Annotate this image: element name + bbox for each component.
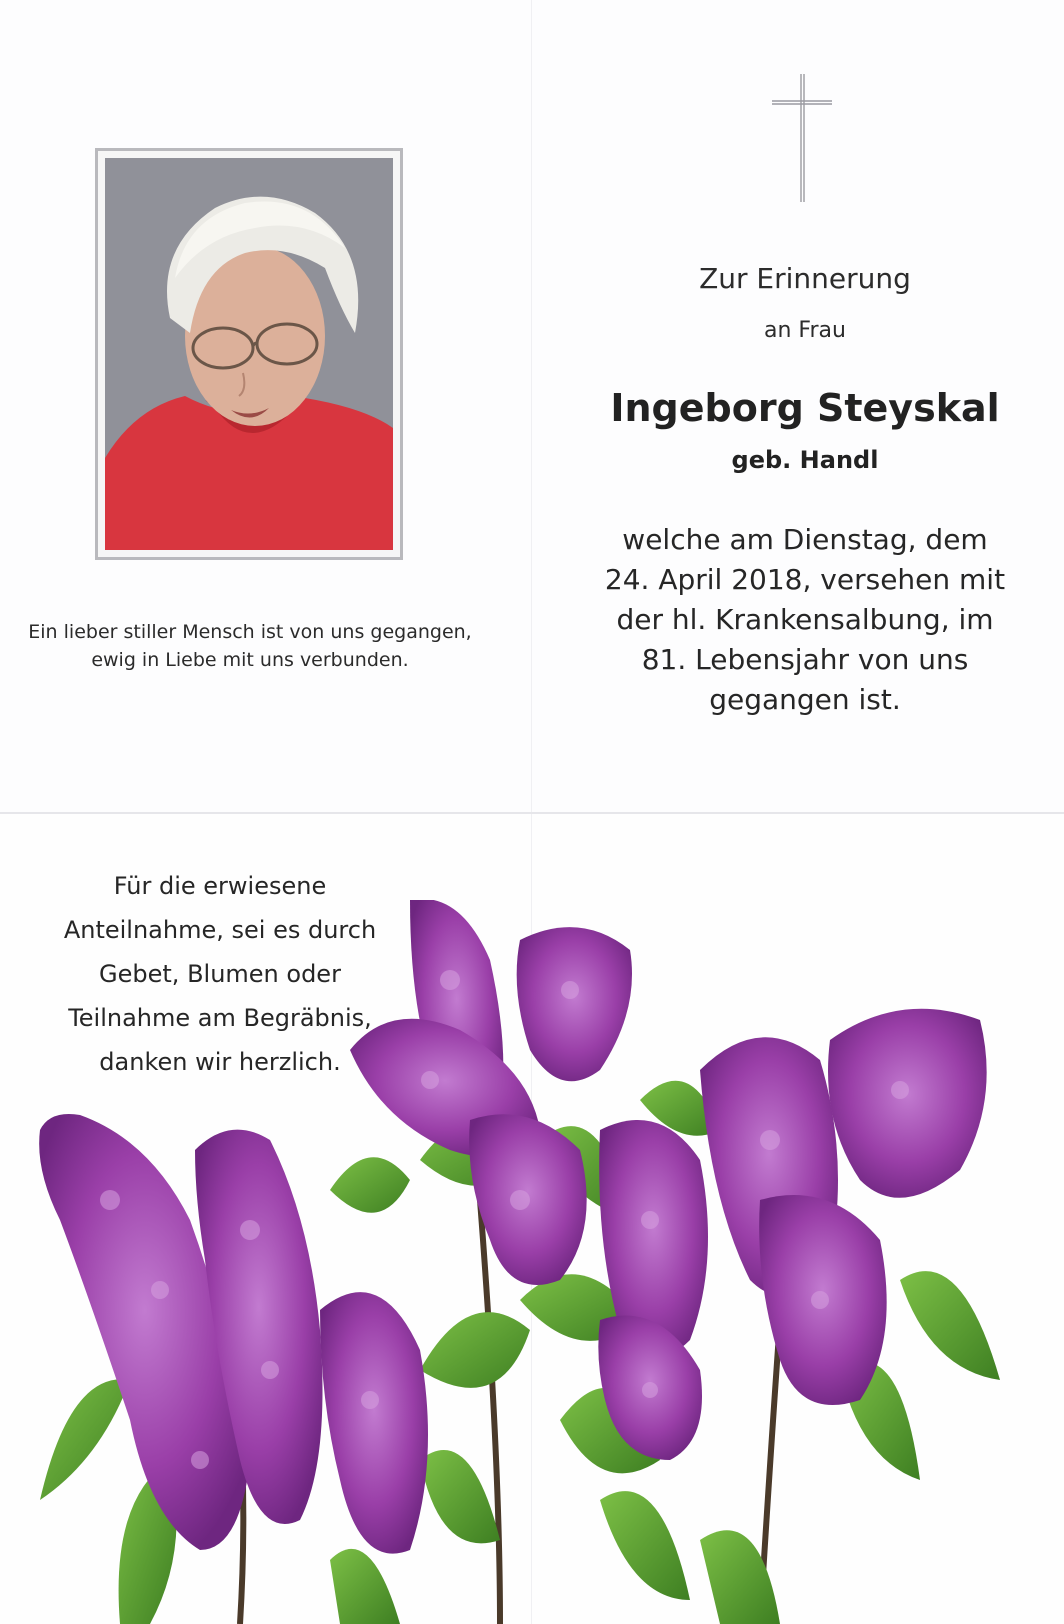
caption-line-2: ewig in Liebe mit uns verbunden.: [91, 649, 409, 671]
memorial-text-line: 24. April 2018, versehen mit: [604, 563, 1006, 596]
memorial-text-line: gegangen ist.: [709, 683, 901, 716]
memorial-text-line: welche am Dienstag, dem: [622, 523, 988, 556]
memorial-heading: Zur Erinnerung: [699, 262, 911, 295]
thanks-line: Für die erwiesene: [113, 872, 327, 900]
birth-name: geb. Handl: [731, 446, 879, 474]
thanks-text: [40, 864, 400, 1084]
thanks-line: Gebet, Blumen oder: [99, 960, 341, 988]
portrait-frame: [95, 148, 403, 560]
horizontal-fold: [0, 812, 1064, 814]
deceased-name: Ingeborg Steyskal: [610, 386, 1000, 430]
thanks-line: Anteilnahme, sei es durch: [63, 916, 377, 944]
memorial-text-line: 81. Lebensjahr von uns: [641, 643, 969, 676]
memorial-text-line: der hl. Krankensalbung, im: [616, 603, 994, 636]
caption-line-1: Ein lieber stiller Mensch ist von uns gegangen,: [28, 621, 472, 643]
cross-icon: [770, 74, 834, 202]
memorial-text: [580, 520, 1030, 720]
portrait-photo: [105, 158, 393, 550]
thanks-line: danken wir herzlich.: [99, 1048, 341, 1076]
memorial-salutation: an Frau: [764, 318, 846, 343]
portrait-caption: [20, 618, 480, 674]
thanks-line: Teilnahme am Begräbnis,: [68, 1004, 372, 1032]
